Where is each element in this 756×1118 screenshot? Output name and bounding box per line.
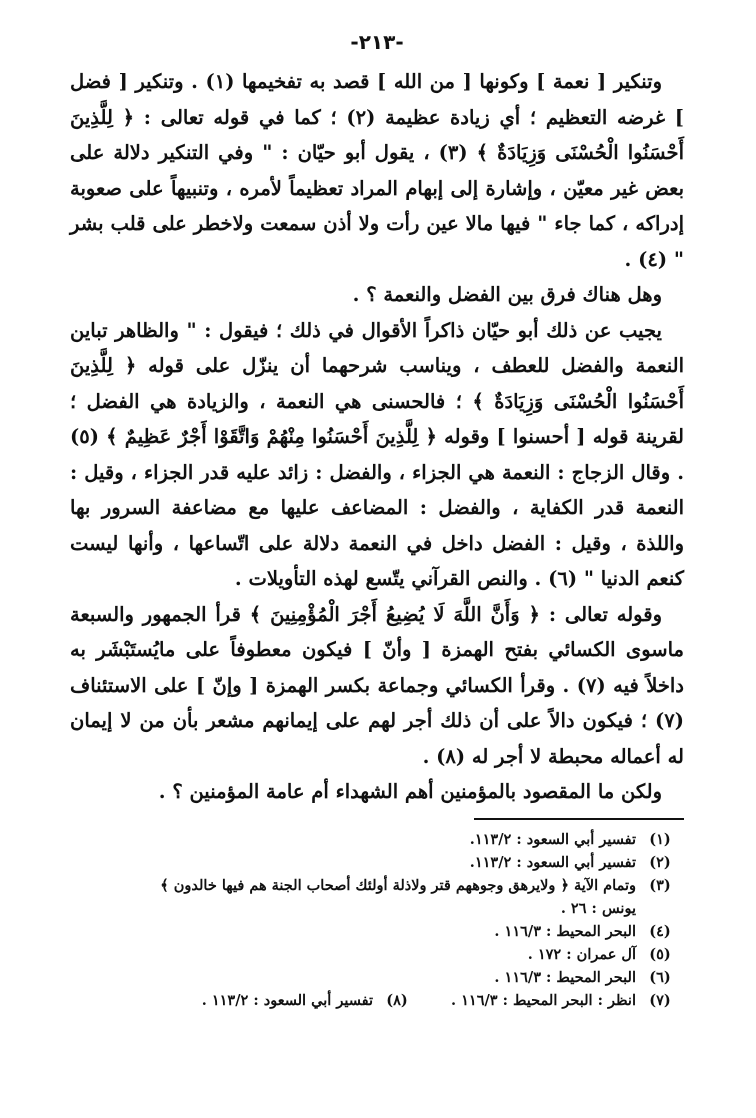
footnote-text: وتمام الآية ﴿ ولايرهق وجوههم قتر ولاذلة أولئك أصحاب الجنة هم فيها خالدون ﴾ bbox=[160, 876, 636, 894]
footnote-number: (٨) bbox=[386, 991, 408, 1009]
footnote-divider bbox=[474, 818, 684, 820]
footnote-text: تفسير أبي السعود : ١١٣/٢ . bbox=[201, 991, 374, 1009]
footnote-text: انظر : البحر المحيط : ١١٦/٣ . bbox=[451, 991, 636, 1009]
footnote-3 bbox=[70, 874, 684, 897]
footnote-number: (١) bbox=[649, 830, 671, 848]
footnote-1 bbox=[70, 828, 684, 851]
footnote-number: (٢) bbox=[649, 853, 671, 871]
footnote-number: (٣) bbox=[649, 876, 671, 894]
footnote-8 bbox=[202, 989, 421, 1012]
footnote-5 bbox=[70, 943, 684, 966]
footnote-number: (٦) bbox=[649, 968, 671, 986]
footnote-number: (٤) bbox=[649, 922, 671, 940]
footnote-7 bbox=[451, 989, 684, 1012]
paragraph-5: ولكن ما المقصود بالمؤمنين أهم الشهداء أم عامة المؤمنين ؟ . bbox=[158, 780, 662, 803]
footnote-number: (٧) bbox=[649, 991, 671, 1009]
footnote-2 bbox=[70, 851, 684, 874]
paragraph-4: وقوله تعالى : ﴿ وَأَنَّ اللَّهَ لَا يُضِيعُ أَجْرَ الْمُؤْمِنِينَ ﴾ قرأ الجمهور والسبعة ماسوى الكسائي بفتح الهمزة [ وأنّ ] فيكون معطوفاً على مايُستَبْشَر به داخلاً فيه (٧) . وقرأ الكسائي وجماعة بكسر الهمزة [ وإنّ ] على الاستئناف (٧) ؛ فيكون دالاً على أن ذلك أجر لهم على إيمانهم مشعر بأن من لا إيمان له أعماله محبطة لا أجر له (٨) . bbox=[70, 602, 684, 768]
footnotes bbox=[70, 828, 684, 1012]
footnote-text: آل عمران : ١٧٢ . bbox=[527, 945, 636, 963]
paragraph-2: وهل هناك فرق بين الفضل والنعمة ؟ . bbox=[352, 283, 662, 306]
footnote-3-continued bbox=[70, 897, 684, 920]
footnote-6 bbox=[70, 966, 684, 989]
footnote-number: (٥) bbox=[649, 945, 671, 963]
body-text bbox=[70, 64, 684, 810]
footnote-text: يونس : ٢٦ . bbox=[560, 899, 636, 917]
footnote-text: البحر المحيط : ١١٦/٣ . bbox=[494, 968, 636, 986]
footnote-row-7-8 bbox=[70, 989, 684, 1012]
footnote-4 bbox=[70, 920, 684, 943]
footnote-text: تفسير أبي السعود : ١١٣/٢. bbox=[469, 830, 636, 848]
paragraph-1: وتنكير [ نعمة ] وكونها [ من الله ] قصد به تفخيمها (١) . وتنكير [ فضل ] غرضه التعظيم ؛ أي زيادة عظيمة (٢) ؛ كما في قوله تعالى : ﴿ لِلَّذِينَ أَحْسَنُوا الْحُسْنَى وَزِيَادَةٌ ﴾ (٣) ، يقول أبو حيّان : " وفي التنكير دلالة على بعض غير معيّن ، وإشارة إلى إبهام المراد تعظيماً لأمره ، وتنبيهاً على صعوبة إدراكه ، كما جاء " فيها مالا عين رأت ولا أذن سمعت ولاخطر على قلب بشر " (٤) . bbox=[70, 70, 684, 271]
paragraph-3: يجيب عن ذلك أبو حيّان ذاكراً الأقوال في ذلك ؛ فيقول : " والظاهر تباين النعمة والفضل للعطف ، ويناسب شرحهما أن ينزّل على قوله ﴿ لِلَّذِينَ أَحْسَنُوا الْحُسْنَى وَزِيَادَةٌ ﴾ ؛ فالحسنى هي النعمة ، والزيادة هي الفضل ؛ لقرينة قوله [ أحسنوا ] وقوله ﴿ لِلَّذِينَ أَحْسَنُوا مِنْهُمْ وَاتَّقَوْا أَجْرٌ عَظِيمٌ ﴾ (٥) . وقال الزجاج : النعمة هي الجزاء ، والفضل : زائد عليه قدر الجزاء ، وقيل : النعمة قدر الكفاية ، والفضل : المضاعف عليها مع مضاعفة السرور بها واللذة ، وقيل : الفضل داخل في النعمة دلالة على اتّساعها ، وأنها ليست كنعم الدنيا " (٦) . والنص القرآني يتّسع لهذه التأويلات . bbox=[70, 318, 684, 590]
footnote-text: تفسير أبي السعود : ١١٣/٢. bbox=[469, 853, 636, 871]
page-number: -٢١٣- bbox=[350, 30, 404, 54]
footnote-text: البحر المحيط : ١١٦/٣ . bbox=[494, 922, 636, 940]
